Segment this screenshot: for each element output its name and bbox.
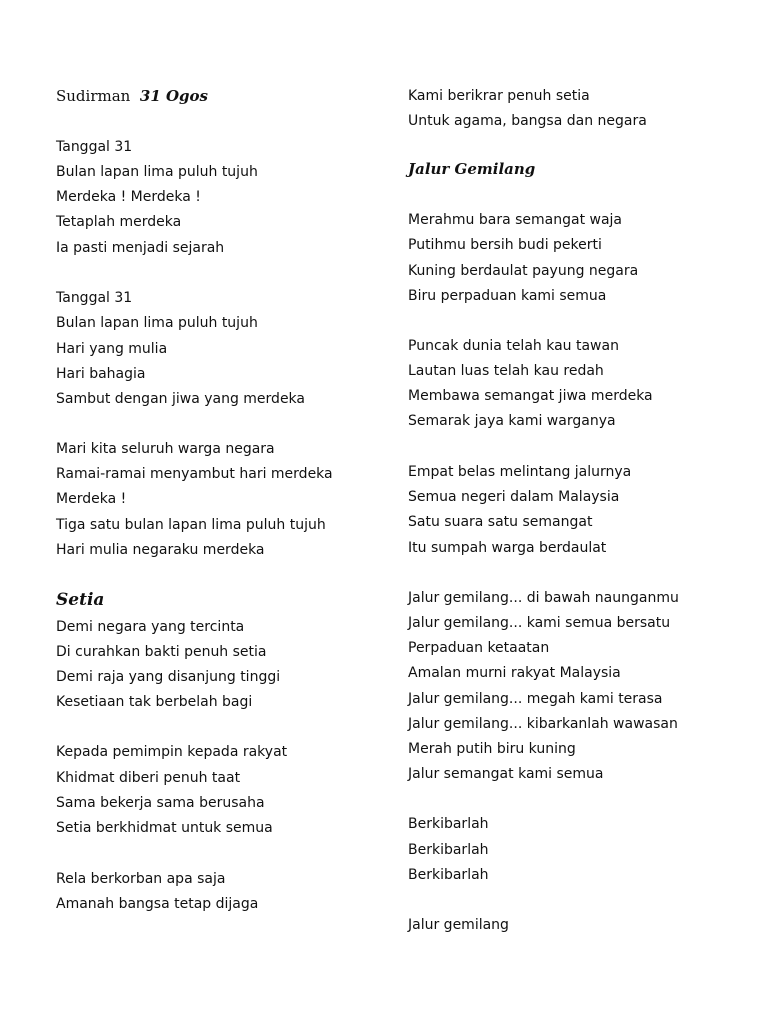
lyric-line: Hari bahagia [56, 366, 146, 382]
song-title-31-ogos [56, 87, 208, 105]
lyric-line: Tiga satu bulan lapan lima puluh tujuh [56, 517, 326, 533]
lyric-line: Puncak dunia telah kau tawan [408, 338, 619, 354]
lyric-line: Kuning berdaulat payung negara [408, 263, 639, 279]
lyric-line: Merdeka ! Merdeka ! [56, 189, 201, 205]
lyric-line: Merahmu bara semangat waja [408, 212, 623, 228]
lyric-line: Ia pasti menjadi sejarah [56, 240, 225, 256]
lyric-line: Semarak jaya kami warganya [408, 413, 616, 429]
lyric-line: Sama bekerja sama berusaha [56, 795, 265, 811]
song-title: 31 Ogos [139, 87, 208, 105]
lyric-line: Amanah bangsa tetap dijaga [56, 896, 259, 912]
lyric-line: Kepada pemimpin kepada rakyat [56, 744, 288, 760]
lyric-line: Kesetiaan tak berbelah bagi [56, 694, 253, 710]
song-heading-jalur-gemilang: Jalur Gemilang [408, 160, 536, 178]
lyric-line: Demi negara yang tercinta [56, 619, 245, 635]
lyric-line: Itu sumpah warga berdaulat [408, 540, 607, 556]
lyric-line: Jalur gemilang [408, 917, 509, 933]
lyric-line: Biru perpaduan kami semua [408, 288, 607, 304]
lyric-line: Empat belas melintang jalurnya [408, 464, 632, 480]
lyric-line: Berkibarlah [408, 842, 489, 858]
lyric-line: Lautan luas telah kau redah [408, 363, 604, 379]
lyric-line: Sambut dengan jiwa yang merdeka [56, 391, 305, 407]
lyric-line: Jalur gemilang... di bawah naunganmu [408, 590, 679, 606]
lyric-line: Tetaplah merdeka [56, 214, 182, 230]
lyric-line: Putihmu bersih budi pekerti [408, 237, 602, 253]
lyric-line: Mari kita seluruh warga negara [56, 441, 275, 457]
lyric-line: Ramai-ramai menyambut hari merdeka [56, 466, 333, 482]
lyric-line: Berkibarlah [408, 816, 489, 832]
lyric-line: Jalur gemilang... kami semua bersatu [408, 615, 671, 631]
lyric-line: Semua negeri dalam Malaysia [408, 489, 620, 505]
song-heading-setia: Setia [56, 590, 105, 610]
lyric-line: Satu suara satu semangat [408, 514, 593, 530]
lyric-line: Amalan murni rakyat Malaysia [408, 665, 621, 681]
lyric-line: Tanggal 31 [56, 290, 133, 306]
lyric-line: Merah putih biru kuning [408, 741, 576, 757]
lyric-line: Jalur gemilang... megah kami terasa [408, 691, 663, 707]
lyric-line: Jalur semangat kami semua [408, 766, 604, 782]
lyric-line: Bulan lapan lima puluh tujuh [56, 315, 258, 331]
lyric-line: Untuk agama, bangsa dan negara [408, 113, 647, 129]
lyric-line: Demi raja yang disanjung tinggi [56, 669, 281, 685]
lyric-line: Bulan lapan lima puluh tujuh [56, 164, 258, 180]
lyric-line: Tanggal 31 [56, 139, 133, 155]
lyric-line: Jalur gemilang... kibarkanlah wawasan [408, 716, 678, 732]
lyric-line: Membawa semangat jiwa merdeka [408, 388, 653, 404]
lyric-line: Berkibarlah [408, 867, 489, 883]
lyric-line: Hari yang mulia [56, 341, 168, 357]
lyric-line: Hari mulia negaraku merdeka [56, 542, 265, 558]
lyric-line: Perpaduan ketaatan [408, 640, 550, 656]
lyric-line: Merdeka ! [56, 491, 127, 507]
lyric-line: Rela berkorban apa saja [56, 871, 226, 887]
lyric-line: Di curahkan bakti penuh setia [56, 644, 267, 660]
lyric-line: Setia berkhidmat untuk semua [56, 820, 273, 836]
song-author: Sudirman [56, 87, 131, 105]
lyric-line: Khidmat diberi penuh taat [56, 770, 241, 786]
lyric-line: Kami berikrar penuh setia [408, 88, 590, 104]
